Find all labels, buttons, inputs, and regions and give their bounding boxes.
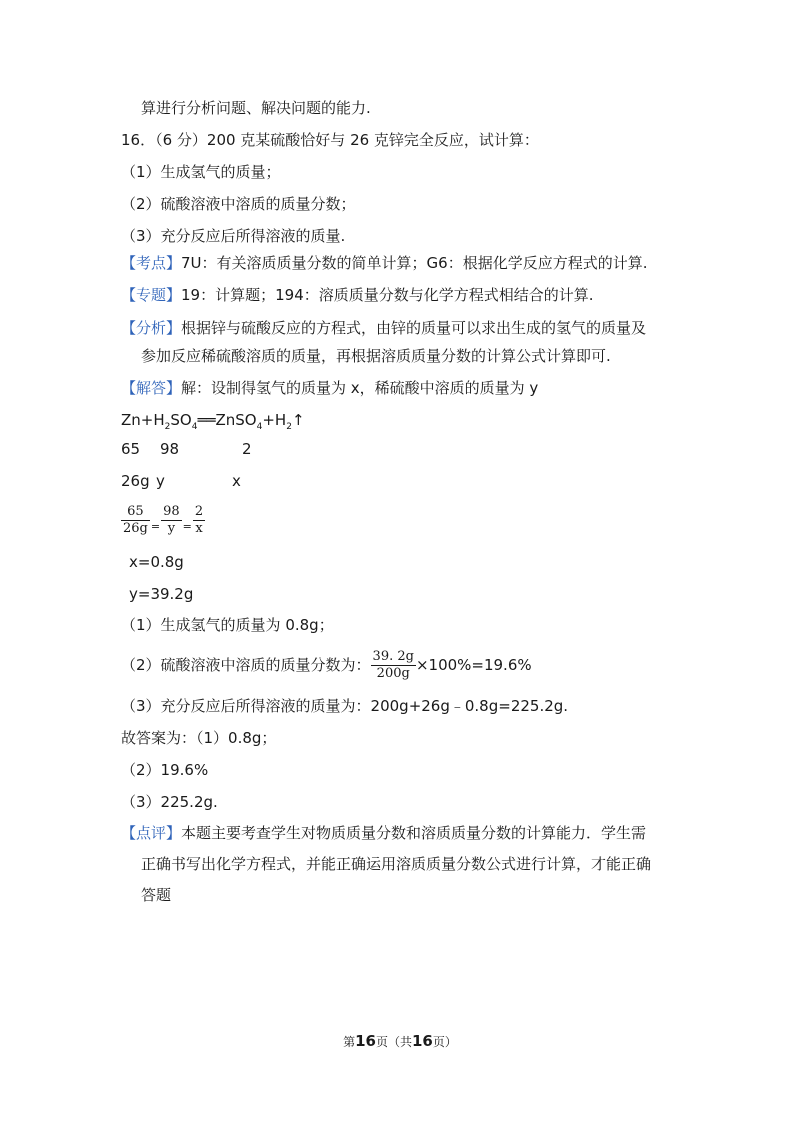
page-total: 16 (412, 1032, 433, 1050)
fraction-2: $\frac{98}{y}$ (163, 503, 180, 536)
mass-h2so4: 98 (160, 440, 180, 458)
answer-part-1: （1）生成氢气的质量为 0.8g； (121, 616, 334, 634)
page-number: 16 (355, 1032, 376, 1050)
given-zn: 26g (121, 472, 150, 490)
kaodian-line (121, 252, 647, 274)
kaodian-tag: 【考点】 (121, 254, 182, 272)
dianping-line-2: 正确书写出化学方程式，并能正确运用溶质质量分数公式进行计算，才能正确 (141, 855, 652, 873)
fraction-1: $\frac{65}{26g}$ (123, 503, 148, 536)
dianping-tag: 【点评】 (121, 824, 182, 842)
zhuanti-line (121, 284, 594, 306)
x-result: x=0.8g (129, 553, 184, 571)
final-answer-intro: 故答案为：（1）0.8g； (121, 729, 277, 747)
up-arrow-icon: ↑ (291, 411, 305, 429)
jieda-tag: 【解答】 (121, 379, 182, 397)
fenxi-text-1: 根据锌与硫酸反应的方程式，由锌的质量可以求出生成的氢气的质量及 (181, 319, 647, 337)
question-part-1: （1）生成氢气的质量； (121, 163, 281, 181)
mass-h2: 2 (242, 440, 252, 458)
dianping-line-1 (121, 822, 646, 844)
given-x: x (232, 472, 241, 490)
final-answer-3: （3）225.2g. (121, 793, 218, 811)
question-part-3: （3）充分反应后所得溶液的质量. (121, 227, 346, 245)
kaodian-text: 7U：有关溶质质量分数的简单计算；G6：根据化学反应方程式的计算. (181, 254, 648, 272)
final-answer-2: （2）19.6% (121, 761, 209, 779)
proportion-equation: $\frac{65}{26g}$ = $\frac{98}{y}$ = $\frac{2}{x}$ (123, 503, 204, 536)
question-part-2: （2）硫酸溶液中溶质的质量分数； (121, 195, 356, 213)
page-footer: 第16页（共16页） (343, 1032, 457, 1050)
dianping-text-1: 本题主要考查学生对物质质量分数和溶质质量分数的计算能力．学生需 (181, 824, 647, 842)
y-result: y=39.2g (129, 585, 194, 603)
jieda-text: 解：设制得氢气的质量为 x，稀硫酸中溶质的质量为 y (181, 379, 539, 397)
percent-fraction: $\frac{39. 2g}{200g}$ (372, 648, 414, 681)
zhuanti-tag: 【专题】 (121, 286, 182, 304)
dianping-line-3: 答题 (141, 886, 172, 904)
fenxi-line-1 (121, 317, 646, 339)
mass-zn: 65 (121, 440, 141, 458)
given-y: y (156, 472, 165, 490)
answer-part-3: （3）充分反应后所得溶液的质量为：200g+26g﹣0.8g=225.2g. (121, 697, 569, 715)
jieda-line (121, 377, 538, 399)
fenxi-tag: 【分析】 (121, 319, 182, 337)
chemical-equation: $Zn+H_2SO_4══ZnSO_4+H_2↑$ (121, 411, 305, 432)
fraction-3: $\frac{2}{x}$ (194, 503, 204, 536)
zhuanti-text: 19：计算题；194：溶质质量分数与化学方程式相结合的计算. (181, 286, 594, 304)
question-title: 16．（6 分）200 克某硫酸恰好与 26 克锌完全反应，试计算： (121, 131, 539, 149)
intro-line: 算进行分析问题、解决问题的能力. (141, 99, 371, 117)
answer-part-2: （2）硫酸溶液中溶质的质量分数为： $\frac{39. 2g}{200g}$ ×100%=19.6% (121, 648, 532, 681)
fenxi-line-2: 参加反应稀硫酸溶质的质量，再根据溶质质量分数的计算公式计算即可. (141, 347, 611, 365)
